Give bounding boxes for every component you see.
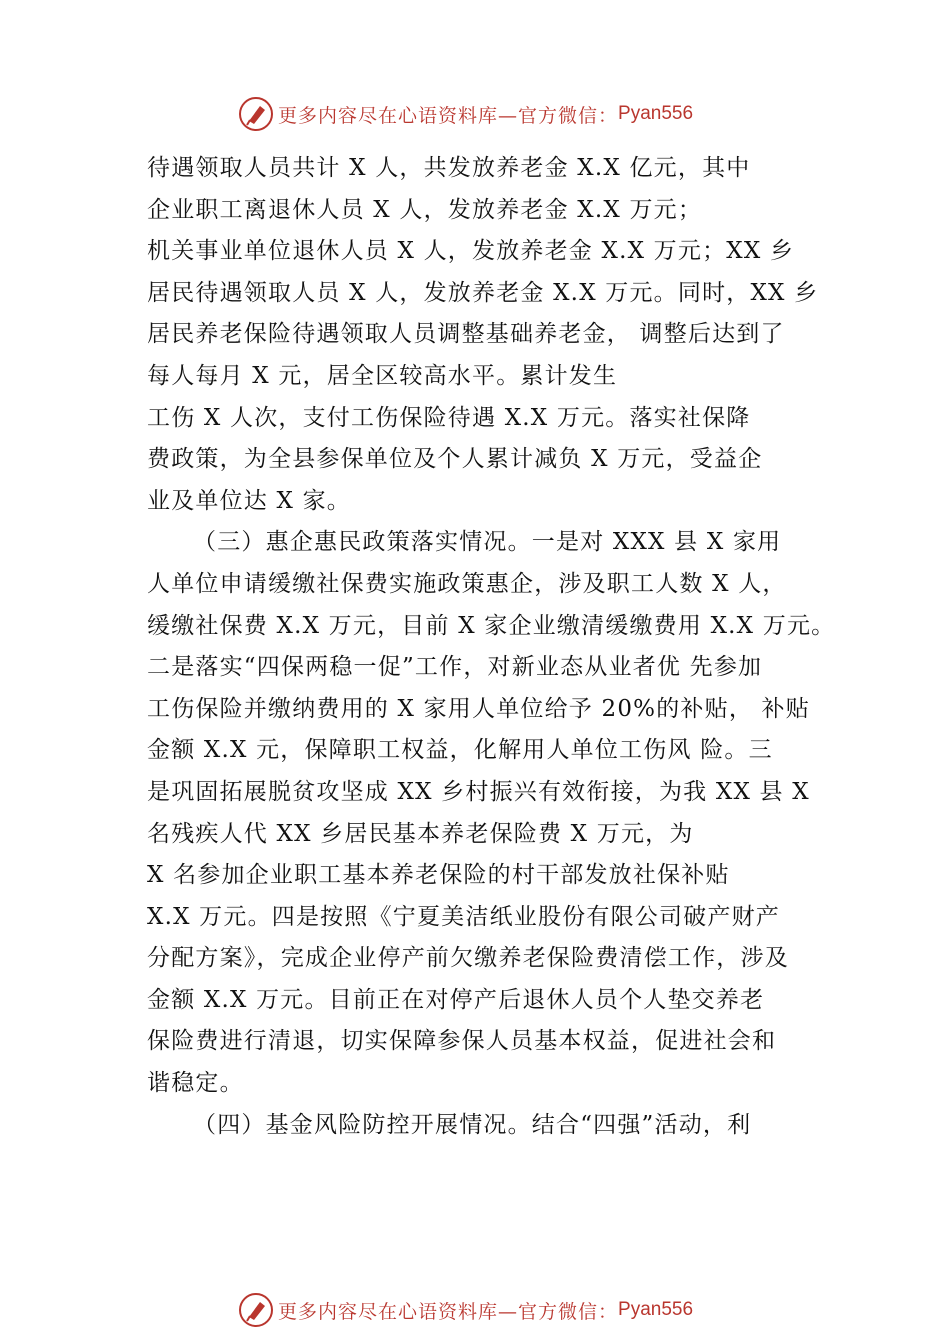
watermark-text: 更多内容尽在心语资料库—官方微信： (278, 1300, 619, 1323)
watermark-text: 更多内容尽在心语资料库—官方微信： (278, 104, 619, 127)
text-line: 企业职工离退休人员 X 人，发放养老金 X.X 万元； (147, 196, 703, 223)
text-line: 机关事业单位退休人员 X 人，发放养老金 X.X 万元；XX 乡 (147, 238, 795, 265)
text-line: 保险费进行清退，切实保障参保人员基本权益，促进社会和 (147, 1028, 777, 1055)
text-line: 分配方案》，完成企业停产前欠缴养老保险费清偿工作，涉及 (147, 945, 789, 972)
text-line: 二是落实“四保两稳一促”工作，对新业态从业者优 先参加 (147, 654, 763, 681)
pen-nib-seal-icon (238, 1292, 274, 1328)
footer-watermark (238, 1292, 693, 1328)
header-watermark (238, 96, 693, 132)
text-line: 业及单位达 X 家。 (147, 487, 351, 514)
section-heading-line: （三）惠企惠民政策落实情况。一是对 XXX 县 X 家用 (193, 529, 782, 556)
text-line: 人单位申请缓缴社保费实施政策惠企，涉及职工人数 X 人， (147, 570, 787, 597)
text-line: 费政策，为全县参保单位及个人累计减负 X 万元，受益企 (147, 446, 763, 473)
text-line: X.X 万元。四是按照《宁夏美洁纸业股份有限公司破产财产 (147, 903, 780, 930)
text-line: 金额 X.X 元，保障职工权益，化解用人单位工伤风 险。三 (147, 737, 773, 764)
section-heading-line: （四）基金风险防控开展情况。结合“四强”活动，利 (193, 1111, 752, 1138)
watermark-wechat-id: Pyan556 (618, 103, 694, 124)
text-line: 工伤保险并缴纳费用的 X 家用人单位给予 20%的补贴， 补贴 (147, 695, 810, 722)
watermark-wechat-id: Pyan556 (618, 1299, 694, 1320)
text-line: 工伤 X 人次，支付工伤保险待遇 X.X 万元。落实社保降 (147, 404, 751, 431)
text-line: 名残疾人代 XX 乡居民基本养老保险费 X 万元，为 (147, 820, 694, 847)
document-body (147, 148, 837, 1146)
text-line: 待遇领取人员共计 X 人，共发放养老金 X.X 亿元，其中 (147, 155, 751, 181)
text-line: 每人每月 X 元，居全区较高水平。累计发生 (147, 362, 618, 389)
pen-nib-seal-icon (238, 96, 274, 132)
text-line: 金额 X.X 万元。目前正在对停产后退休人员个人垫交养老 (147, 986, 765, 1013)
text-line: 居民养老保险待遇领取人员调整基础养老金， 调整后达到了 (147, 321, 785, 348)
text-line: X 名参加企业职工基本养老保险的村干部发放社保补贴 (147, 862, 730, 889)
text-line: 是巩固拓展脱贫攻坚成 XX 乡村振兴有效衔接，为我 XX 县 X (147, 778, 810, 805)
text-line: 缓缴社保费 X.X 万元，目前 X 家企业缴清缓缴费用 X.X 万元。 (147, 612, 836, 639)
text-line: 谐稳定。 (147, 1070, 244, 1097)
text-line: 居民待遇领取人员 X 人，发放养老金 X.X 万元。同时，XX 乡 (147, 279, 819, 306)
